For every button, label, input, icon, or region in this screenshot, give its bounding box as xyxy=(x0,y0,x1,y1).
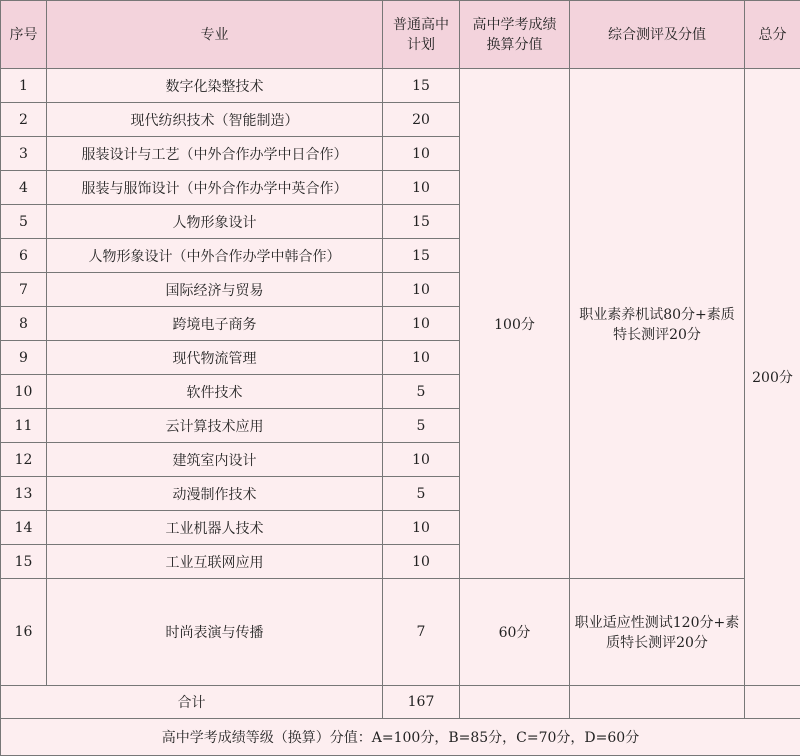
cell-major: 工业互联网应用 xyxy=(47,545,383,579)
header-conversion xyxy=(460,1,570,69)
cell-no: 7 xyxy=(1,273,47,307)
cell-plan: 20 xyxy=(383,103,460,137)
header-conversion-line2: 换算分值 xyxy=(486,36,543,53)
cell-no: 10 xyxy=(1,375,47,409)
cell-major: 服装设计与工艺（中外合作办学中日合作） xyxy=(47,137,383,171)
cell-major: 国际经济与贸易 xyxy=(47,273,383,307)
summary-plan: 167 xyxy=(383,686,460,719)
summary-empty-cell xyxy=(745,686,800,719)
header-evaluation: 综合测评及分值 xyxy=(570,1,745,69)
cell-major: 人物形象设计 xyxy=(47,205,383,239)
cell-major: 现代物流管理 xyxy=(47,341,383,375)
cell-major: 云计算技术应用 xyxy=(47,409,383,443)
cell-major: 建筑室内设计 xyxy=(47,443,383,477)
header-major: 专业 xyxy=(47,1,383,69)
cell-plan: 10 xyxy=(383,307,460,341)
cell-conversion-group1: 100分 xyxy=(460,69,570,579)
cell-plan: 10 xyxy=(383,511,460,545)
header-no: 序号 xyxy=(1,1,47,69)
cell-plan: 7 xyxy=(383,579,460,686)
header-row xyxy=(1,1,800,69)
cell-major: 动漫制作技术 xyxy=(47,477,383,511)
cell-major: 时尚表演与传播 xyxy=(47,579,383,686)
cell-no: 8 xyxy=(1,307,47,341)
cell-major: 现代纺织技术（智能制造） xyxy=(47,103,383,137)
cell-major: 软件技术 xyxy=(47,375,383,409)
cell-plan: 5 xyxy=(383,375,460,409)
cell-major: 跨境电子商务 xyxy=(47,307,383,341)
summary-row xyxy=(1,686,800,719)
cell-plan: 15 xyxy=(383,239,460,273)
cell-no: 14 xyxy=(1,511,47,545)
cell-evaluation-group1 xyxy=(570,69,745,579)
cell-plan: 10 xyxy=(383,341,460,375)
cell-no: 5 xyxy=(1,205,47,239)
cell-no: 15 xyxy=(1,545,47,579)
cell-evaluation-group2 xyxy=(570,579,745,686)
cell-no: 2 xyxy=(1,103,47,137)
cell-no: 11 xyxy=(1,409,47,443)
header-plan-line2: 计划 xyxy=(407,36,435,53)
evaluation-group1-line1: 职业素养机试80分+素质 xyxy=(579,306,735,323)
cell-plan: 10 xyxy=(383,137,460,171)
cell-no: 13 xyxy=(1,477,47,511)
evaluation-group2-line1: 职业适应性测试120分+素 xyxy=(574,615,740,631)
cell-major: 工业机器人技术 xyxy=(47,511,383,545)
cell-no: 6 xyxy=(1,239,47,273)
cell-major: 服装与服饰设计（中外合作办学中英合作） xyxy=(47,171,383,205)
cell-plan: 5 xyxy=(383,409,460,443)
cell-no: 12 xyxy=(1,443,47,477)
cell-plan: 10 xyxy=(383,273,460,307)
cell-no: 3 xyxy=(1,137,47,171)
cell-plan: 15 xyxy=(383,69,460,103)
cell-total-score: 200分 xyxy=(745,69,800,686)
cell-plan: 15 xyxy=(383,205,460,239)
table-row xyxy=(1,579,800,686)
header-total: 总分 xyxy=(745,1,800,69)
cell-plan: 5 xyxy=(383,477,460,511)
cell-no: 16 xyxy=(1,579,47,686)
summary-empty-cell xyxy=(570,686,745,719)
summary-label: 合计 xyxy=(1,686,383,719)
cell-conversion-group2: 60分 xyxy=(460,579,570,686)
evaluation-group1-line2: 特长测评20分 xyxy=(613,326,701,343)
header-plan-line1: 普通高中 xyxy=(393,16,449,33)
cell-plan: 10 xyxy=(383,545,460,579)
cell-major: 数字化染整技术 xyxy=(47,69,383,103)
cell-no: 1 xyxy=(1,69,47,103)
evaluation-group2-line2: 质特长测评20分 xyxy=(606,635,708,651)
cell-no: 9 xyxy=(1,341,47,375)
cell-plan: 10 xyxy=(383,443,460,477)
cell-no: 4 xyxy=(1,171,47,205)
header-conversion-line1: 高中学考成绩 xyxy=(472,16,557,33)
cell-major: 人物形象设计（中外合作办学中韩合作） xyxy=(47,239,383,273)
summary-empty-cell xyxy=(460,686,570,719)
footnote: 高中学考成绩等级（换算）分值：A=100分，B=85分，C=70分，D=60分 xyxy=(1,719,800,756)
footnote-row xyxy=(1,719,800,756)
header-plan xyxy=(383,1,460,69)
cell-plan: 10 xyxy=(383,171,460,205)
table-row xyxy=(1,69,800,103)
